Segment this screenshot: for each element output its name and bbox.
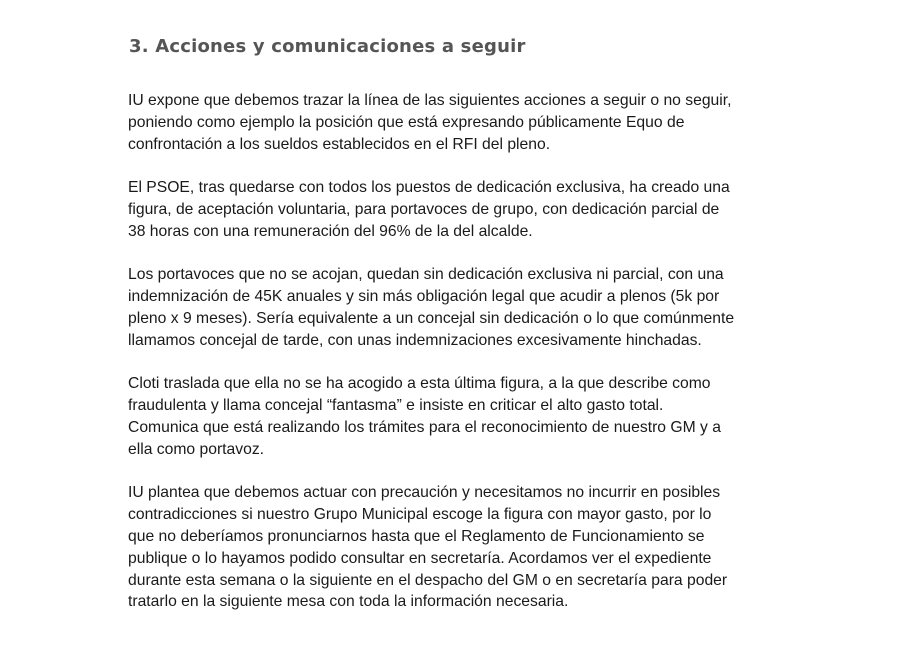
paragraph-line: publique o lo hayamos podido consultar en secretaría. Acordamos ver el expediente: [128, 549, 712, 567]
paragraph-iu-plantea: [128, 482, 788, 613]
paragraph-line: El PSOE, tras quedarse con todos los puestos de dedicación exclusiva, ha creado una: [128, 179, 730, 197]
paragraph-line: IU expone que debemos trazar la línea de las siguientes acciones a seguir o no seguir,: [128, 92, 732, 109]
paragraph-portavoces: [128, 264, 788, 351]
paragraph-line: contradicciones si nuestro Grupo Municipal escoge la figura con mayor gasto, por lo: [128, 506, 712, 524]
paragraph-line: 38 horas con una remuneración del 96% de la del alcalde.: [128, 222, 533, 240]
paragraph-line: poniendo como ejemplo la posición que está expresando públicamente Equo de: [128, 113, 685, 131]
paragraph-line: figura, de aceptación voluntaria, para portavoces de grupo, con dedicación parcial de: [128, 200, 720, 218]
paragraph-line: pleno x 9 meses). Sería equivalente a un concejal sin dedicación o lo que comúnmente: [128, 309, 735, 327]
paragraph-cloti: [128, 373, 788, 460]
paragraph-line: confrontación a los sueldos establecidos en el RFI del pleno.: [128, 135, 551, 153]
paragraph-line: Comunica que está realizando los trámites para el reconocimiento de nuestro GM y a: [128, 418, 721, 436]
paragraph-line: durante esta semana o la siguiente en el despacho del GM o en secretaría para poder: [128, 571, 728, 589]
paragraph-line: ella como portavoz.: [128, 440, 265, 458]
paragraph-line: tratarlo en la siguiente mesa con toda la información necesaria.: [128, 593, 569, 611]
paragraph-psoe: [128, 177, 788, 242]
paragraph-line: fraudulenta y llama concejal “fantasma” e insiste en criticar el alto gasto total.: [128, 397, 664, 415]
paragraph-line: Cloti traslada que ella no se ha acogido a esta última figura, a la que describe como: [128, 375, 711, 393]
paragraph-line: Los portavoces que no se acojan, quedan sin dedicación exclusiva ni parcial, con una: [128, 266, 724, 284]
paragraph-line: que no deberíamos pronunciarnos hasta que el Reglamento de Funcionamiento se: [128, 527, 705, 545]
paragraph-line: indemnización de 45K anuales y sin más obligación legal que acudir a plenos (5k por: [128, 288, 720, 306]
section-heading: 3. Acciones y comunicaciones a seguir: [129, 36, 526, 57]
paragraph-iu-expone: [128, 90, 788, 155]
section-body: [128, 90, 788, 635]
paragraph-line: llamamos concejal de tarde, con unas indemnizaciones excesivamente hinchadas.: [128, 331, 702, 349]
paragraph-line: IU plantea que debemos actuar con precaución y necesitamos no incurrir en posibles: [128, 484, 721, 502]
